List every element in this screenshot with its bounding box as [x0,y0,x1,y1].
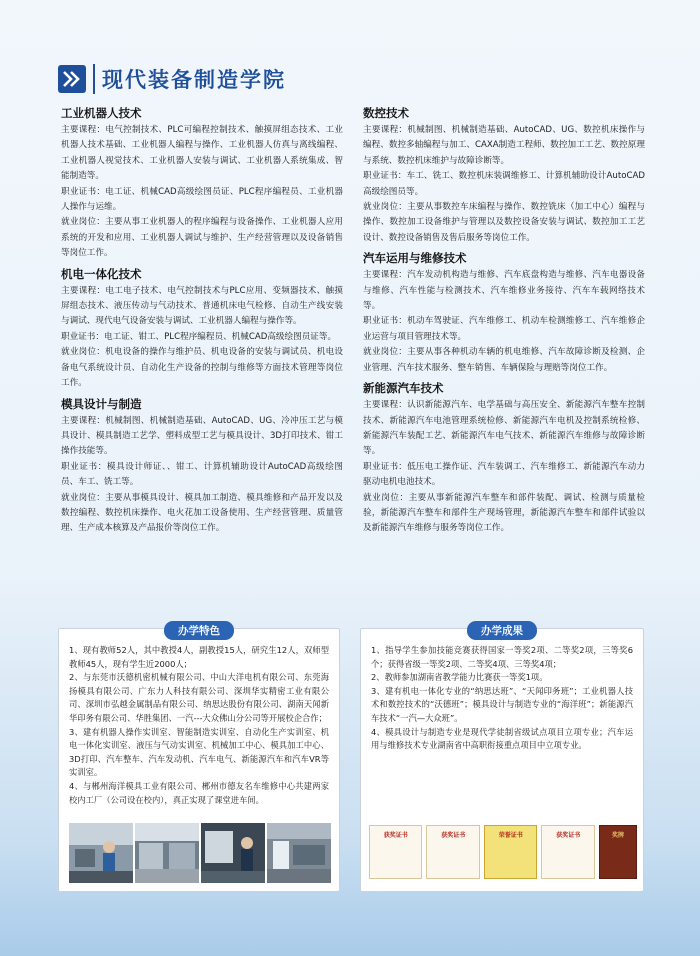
right-column [363,104,645,540]
header-divider [93,64,95,94]
certificates-row [369,825,637,879]
certificate [541,825,594,879]
section-courses: 主要课程：汽车发动机构造与维修、汽车底盘构造与维修、汽车电器设备与维修、汽车性能与检测技术、汽车维修业务接待、汽车车载网络技术等。 [363,270,645,312]
section-jobs: 就业岗位：主要从事工业机器人的程序编程与设备操作、工业机器人应用系统的开发和应用、工业机器人调试与维护、生产经营管理以及设备销售等岗位工作。 [61,217,343,259]
certificate [484,825,537,879]
page-header [58,62,286,96]
section-cnc [363,104,645,246]
section-courses: 主要课程：认识新能源汽车、电学基础与高压安全、新能源汽车整车控制技术、新能源汽车电池管理系统检修、新能源汽车电机及控制系统检修、新能源汽车装配工艺、新能源汽车电气技术、新能源汽车维修与故障诊断等。 [363,400,645,457]
list-item: 4、与郴州海洋模具工业有限公司、郴州市德友名车维修中心共建两家校内工厂（公司设在校内），真正实现了课堂进车间。 [69,780,329,805]
section-industrial-robot [61,104,343,262]
features-label: 办学特色 [164,621,234,640]
features-box [58,625,340,892]
certificate-title: 奖牌 [611,832,624,839]
photo-machine-room [135,823,199,883]
section-jobs: 就业岗位：机电设备的操作与维护员、机电设备的安装与调试员、机电设备电气系统设计员、自动化生产设备的控制与维修等方面技术管理等岗位工作。 [61,347,343,389]
list-item: 2、教师参加湖南省教学能力比赛获一等奖1项。 [371,672,548,683]
section-new-energy [363,379,645,537]
photo-workshop [267,823,331,883]
left-column [61,104,343,540]
certificate-title: 获奖证书 [556,832,581,839]
certificate [369,825,422,879]
photo-students-lab [69,823,133,883]
page-title: 现代装备制造学院 [102,68,286,92]
section-title: 模具设计与制造 [61,396,142,411]
list-item: 1、现有教师52人，其中教授4人，副教授15人，研究生12人，双师型教师45人，现有学生近2000人； [69,645,329,669]
section-mechatronics [61,265,343,392]
list-item: 3、建有机电一体化专业的“纳思达班”、“天闻印务班”；工业机器人技术和数控技术的“沃德班”；模具设计与制造专业的“海洋班”；新能源汽车技术“一汽—大众班”。 [371,685,633,723]
section-jobs: 就业岗位：主要从事模具设计、模具加工制造、模具维修和产品开发以及数控编程、数控机床操作、电火花加工设备使用、生产经营管理、质量管理、生产成本核算及产品报价等岗位工作。 [61,492,343,534]
section-certs: 职业证书：车工、铣工、数控机床装调维修工、计算机辅助设计AutoCAD高级绘图员等。 [363,171,645,197]
achievements-list [361,629,643,753]
certificate-title: 获奖证书 [441,832,466,839]
section-courses: 主要课程：电气控制技术、PLC可编程控制技术、触摸屏组态技术、工业机器人技术基础、工业机器人编程与操作、工业机器人仿真与离线编程、工业机器人视觉技术、工业机器人安装与调试、工业机器人系统集成、智能制造等。 [61,125,343,182]
certificate-title: 获奖证书 [383,832,408,839]
section-certs: 职业证书：机动车驾驶证、汽车维修工、机动车检测维修工、汽车维修企业运营与项目管理技术等。 [363,316,645,342]
section-jobs: 就业岗位：主要从事各种机动车辆的机电维修、汽车故障诊断及检测、企业管理、汽车技术服务、整车销售、车辆保险与理赔等岗位工作。 [363,347,645,373]
certificate-title: 荣誉证书 [498,832,523,839]
section-courses: 主要课程：机械制图、机械制造基础、AutoCAD、UG、数控机床操作与编程、数控多轴编程与加工、CAXA制造工程师、数控加工工艺、数控原理与系统、数控机床维护与故障诊断等。 [363,125,645,166]
training-photos [69,823,331,883]
double-chevron-right-icon [58,65,86,93]
list-item: 1、指导学生参加技能竞赛获得国家一等奖2项、二等奖2项，三等奖6个；获得省级一等奖2项、二等奖4项、三等奖4项； [371,645,633,669]
list-item: 3、建有机器人操作实训室、智能制造实训室、自动化生产实训室、机电一体化实训室、液压与气动实训室、机械加工中心、模具加工中心、3D打印、汽车整车、汽车发动机、汽车电气、新能源汽车和汽车VR等实训室。 [69,726,329,778]
award-plaque [599,825,637,879]
achievements-box [360,625,644,892]
section-jobs: 就业岗位：主要从事数控车床编程与操作、数控铣床（加工中心）编程与操作、数控加工设备维护与管理以及数控设备安装与调试、数控加工工艺设计、数控设备销售及售后服务等岗位工作。 [363,202,645,243]
section-title: 机电一体化技术 [61,266,142,281]
section-certs: 职业证书：电工证、机械CAD高级绘图员证、PLC程序编程员、工业机器人操作与运维。 [61,186,343,213]
achievements-label: 办学成果 [467,621,537,640]
list-item: 2、与东莞市沃德机密机械有限公司、中山大洋电机有限公司、东莞海扬模具有限公司、广东力人科技有限公司、深圳华实精密工业有限公司、深圳市弘越金属制品有限公司、纳思达股份有限公司、湖南天闻新华印务有限公司、华胜集团、一汽---大众佛山分公司等开展校企合作； [69,672,329,723]
section-certs: 职业证书：低压电工操作证、汽车装调工、汽车维修工、新能源汽车动力驱动电机电池技术。 [363,461,645,488]
section-title: 汽车运用与维修技术 [363,251,467,266]
section-courses: 主要课程：机械制图、机械制造基础、AutoCAD、UG、冷冲压工艺与模具设计、模具制造工艺学、塑料成型工艺与模具设计、3D打印技术、钳工操作技能等。 [61,415,343,457]
section-auto-repair [363,249,645,376]
section-jobs: 就业岗位：主要从事新能源汽车整车和部件装配、调试、检测与质量检验，新能源汽车整车和部件生产现场管理，新能源汽车整车和部件试验以及新能源汽车维修与服务等岗位工作。 [363,492,645,534]
section-title: 工业机器人技术 [61,106,142,120]
section-certs: 职业证书：模具设计师证、、钳工、计算机辅助设计AutoCAD高级绘图员、车工、铣工等。 [61,461,343,488]
section-title: 数控技术 [363,106,409,120]
features-list [59,629,339,807]
section-courses: 主要课程：电工电子技术、电气控制技术与PLC应用、变频器技术、触摸屏组态技术、液压传动与气动技术、普通机床电气检修、自动生产线安装与调试、现代电气设备安装与调试、工业机器人编程与操作等。 [61,285,343,327]
section-certs: 职业证书：电工证、钳工、PLC程序编程员、机械CAD高级绘图员证等。 [61,331,337,342]
list-item: 4、模具设计与制造专业是现代学徒制省级试点项目立项专业；汽车运用与维修技术专业湖南省中高职衔接重点项目中立项专业。 [371,726,633,751]
photo-training-bench [201,823,265,883]
certificate [426,825,479,879]
section-title: 新能源汽车技术 [363,381,444,396]
section-mold-design [61,395,343,537]
